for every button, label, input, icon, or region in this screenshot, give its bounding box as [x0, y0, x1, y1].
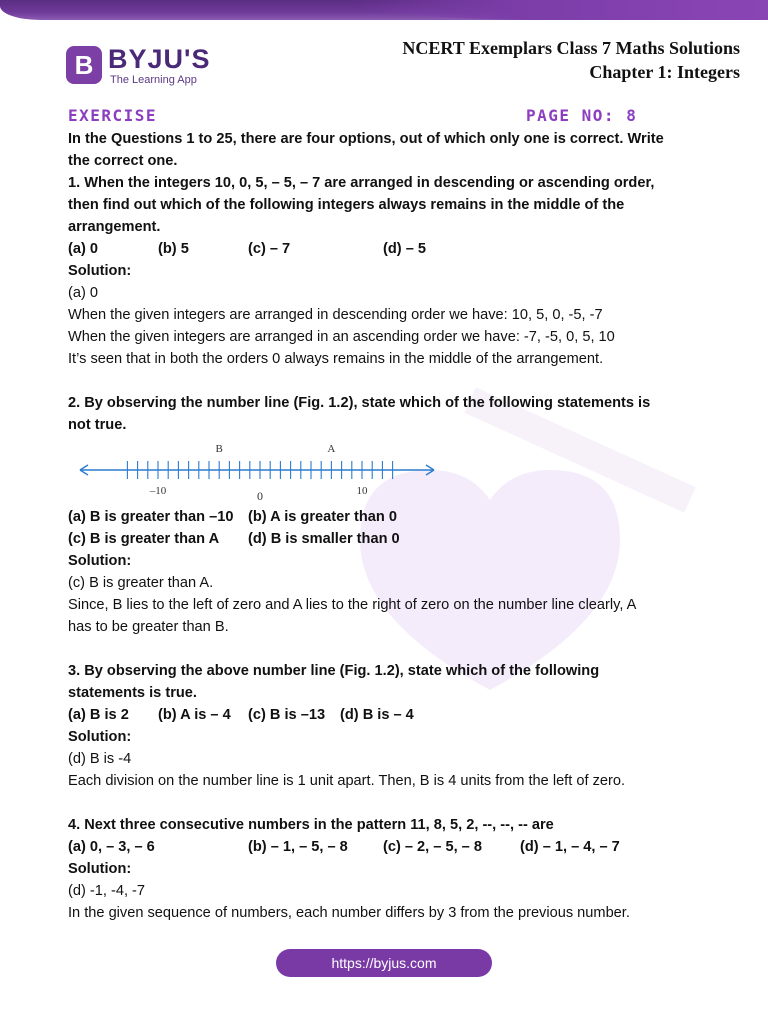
q1-text: arrangement. [68, 219, 161, 235]
q3-explanation: Each division on the number line is 1 unit apart. Then, B is 4 units from the left of zero. [68, 773, 626, 789]
q2-answer: (c) B is greater than A. [68, 575, 214, 591]
solution-label: Solution: [68, 263, 132, 279]
exercise-heading: EXERCISE [68, 106, 158, 125]
footer-url-link[interactable]: https://byjus.com [276, 949, 492, 977]
q2-explanation: Since, B lies to the left of zero and A lies to the right of zero on the number line clearly, A [68, 597, 637, 613]
exercise-content [68, 128, 708, 924]
q2-text: 2. By observing the number line (Fig. 1.2), state which of the following statements is [68, 395, 651, 411]
point-a-label: A [327, 443, 336, 455]
document-header [402, 36, 740, 84]
tick-label-zero: 0 [257, 489, 263, 503]
solution-label: Solution: [68, 553, 132, 569]
top-banner [0, 0, 768, 20]
logo-mark: B [66, 46, 102, 84]
page-number-heading: PAGE NO: 8 [526, 106, 638, 125]
q3-answer: (d) B is -4 [68, 751, 132, 767]
q4-text: 4. Next three consecutive numbers in the pattern 11, 8, 5, 2, --, --, -- are [68, 817, 554, 833]
byjus-logo [66, 44, 236, 88]
q3-option-b: (b) A is – 4 [158, 707, 231, 723]
q4-options [68, 836, 708, 858]
q1-text: 1. When the integers 10, 0, 5, – 5, – 7 are arranged in descending or ascending order, [68, 175, 655, 191]
q4-answer: (d) -1, -4, -7 [68, 883, 146, 899]
q1-answer: (a) 0 [68, 285, 99, 301]
chapter-title: Chapter 1: Integers [589, 62, 740, 82]
intro-text: the correct one. [68, 153, 178, 169]
q3-options [68, 704, 708, 726]
q1-text: then find out which of the following integers always remains in the middle of the [68, 197, 625, 213]
q4-option-c: (c) – 2, – 5, – 8 [383, 839, 482, 855]
document-title: NCERT Exemplars Class 7 Maths Solutions [402, 38, 740, 58]
q4-option-b: (b) – 1, – 5, – 8 [248, 839, 348, 855]
q1-explanation: It’s seen that in both the orders 0 always remains in the middle of the arrangement. [68, 351, 604, 367]
q1-explanation: When the given integers are arranged in an ascending order we have: -7, -5, 0, 5, 10 [68, 329, 615, 345]
q1-option-c: (c) – 7 [248, 241, 291, 257]
solution-label: Solution: [68, 729, 132, 745]
q1-option-b: (b) 5 [158, 241, 189, 257]
logo-tagline: The Learning App [110, 74, 197, 86]
q2-options-row2 [68, 528, 708, 550]
solution-label: Solution: [68, 861, 132, 877]
point-b-label: B [215, 443, 223, 455]
q1-option-a: (a) 0 [68, 241, 99, 257]
q1-explanation: When the given integers are arranged in descending order we have: 10, 5, 0, -5, -7 [68, 307, 603, 323]
tick-label-ten: 10 [356, 485, 368, 497]
q4-option-a: (a) 0, – 3, – 6 [68, 839, 155, 855]
intro-text: In the Questions 1 to 25, there are four options, out of which only one is correct. Write [68, 131, 664, 147]
q1-options [68, 238, 708, 260]
number-line-figure [68, 436, 708, 506]
q3-option-a: (a) B is 2 [68, 707, 129, 723]
q4-explanation: In the given sequence of numbers, each number differs by 3 from the previous number. [68, 905, 630, 921]
q2-option-a: (a) B is greater than –10 [68, 509, 234, 525]
q2-text: not true. [68, 417, 127, 433]
q2-option-b: (b) A is greater than 0 [248, 509, 397, 525]
tick-label-minus-ten: –10 [149, 485, 167, 497]
q2-option-d: (d) B is smaller than 0 [248, 531, 400, 547]
q3-text: 3. By observing the above number line (Fig. 1.2), state which of the following [68, 663, 600, 679]
q3-option-d: (d) B is – 4 [340, 707, 414, 723]
q4-option-d: (d) – 1, – 4, – 7 [520, 839, 620, 855]
q3-text: statements is true. [68, 685, 197, 701]
logo-name: BYJU'S [108, 44, 211, 74]
q2-options-row1 [68, 506, 708, 528]
q2-explanation: has to be greater than B. [68, 619, 229, 635]
q3-option-c: (c) B is –13 [248, 707, 326, 723]
number-line-svg [68, 436, 448, 506]
q1-option-d: (d) – 5 [383, 241, 426, 257]
q2-option-c: (c) B is greater than A [68, 531, 220, 547]
